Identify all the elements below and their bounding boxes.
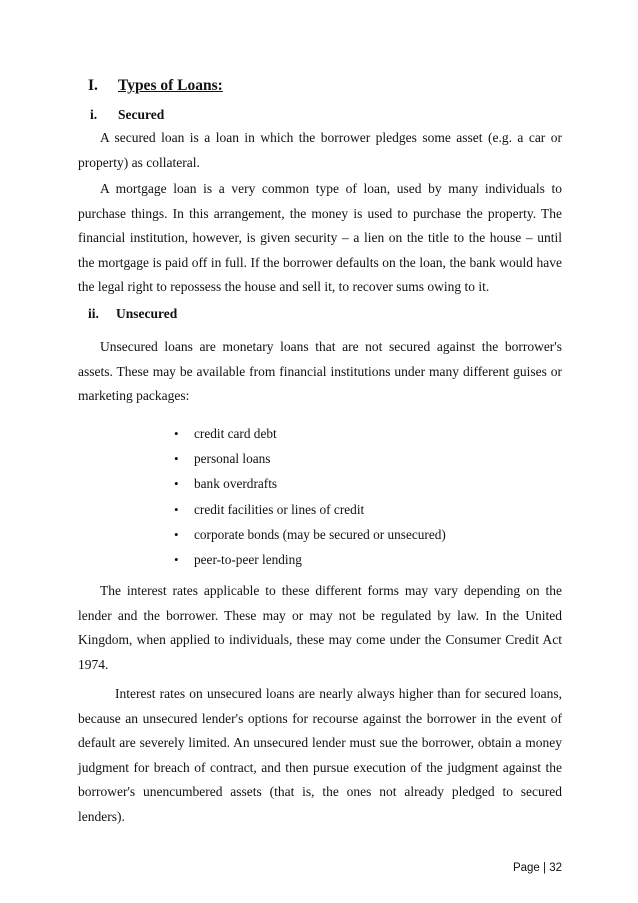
section-heading bbox=[88, 77, 223, 95]
unsecured-paragraph-1: Unsecured loans are monetary loans that are not secured against the borrower's assets. These may be available from financial institutions under many different guises or marketing packages: bbox=[78, 339, 562, 404]
subheading-title: Unsecured bbox=[116, 306, 178, 321]
list-item: • credit card debt bbox=[174, 421, 446, 446]
unsecured-paragraph-2: The interest rates applicable to these different forms may vary depending on the lender and the borrower. These may or may not be regulated by law. In the United Kingdom, when applied to individuals, these may come under the Consumer Credit Act 1974. bbox=[78, 583, 562, 672]
loan-types-list bbox=[174, 421, 446, 572]
list-item: • bank overdrafts bbox=[174, 471, 446, 496]
list-item: • credit facilities or lines of credit bbox=[174, 497, 446, 522]
secured-paragraph-2: A mortgage loan is a very common type of loan, used by many individuals to purchase things. In this arrangement, the money is used to purchase the property. The financial institution, however, is given security – a lien on the title to the house – until the mortgage is paid off in full. If the borrower defaults on the loan, the bank would have the legal right to repossess the house and sell it, to recover sums owing to it. bbox=[78, 181, 562, 295]
list-item: • personal loans bbox=[174, 446, 446, 471]
subheading-secured bbox=[90, 107, 164, 123]
unsecured-paragraph-3: Interest rates on unsecured loans are nearly always higher than for secured loans, because an unsecured lender's options for recourse against the borrower in the event of default are severely limited. An unsecured lender must sue the borrower, obtain a money judgment for breach of contract, and then pursue execution of the judgment against the borrower's unencumbered assets (that is, the ones not already pledged to secured lenders). bbox=[78, 686, 562, 824]
list-item: • peer-to-peer lending bbox=[174, 547, 446, 572]
section-title: Types of Loans: bbox=[118, 77, 223, 94]
list-item: • corporate bonds (may be secured or unsecured) bbox=[174, 522, 446, 547]
section-number: I. bbox=[88, 77, 98, 94]
subheading-title: Secured bbox=[118, 107, 165, 122]
secured-paragraph-1: A secured loan is a loan in which the borrower pledges some asset (e.g. a car or property) as collateral. bbox=[78, 130, 562, 170]
page-number: Page | 32 bbox=[512, 862, 562, 874]
subheading-number: ii. bbox=[88, 306, 99, 321]
subheading-unsecured bbox=[88, 306, 177, 322]
subheading-number: i. bbox=[90, 107, 98, 122]
